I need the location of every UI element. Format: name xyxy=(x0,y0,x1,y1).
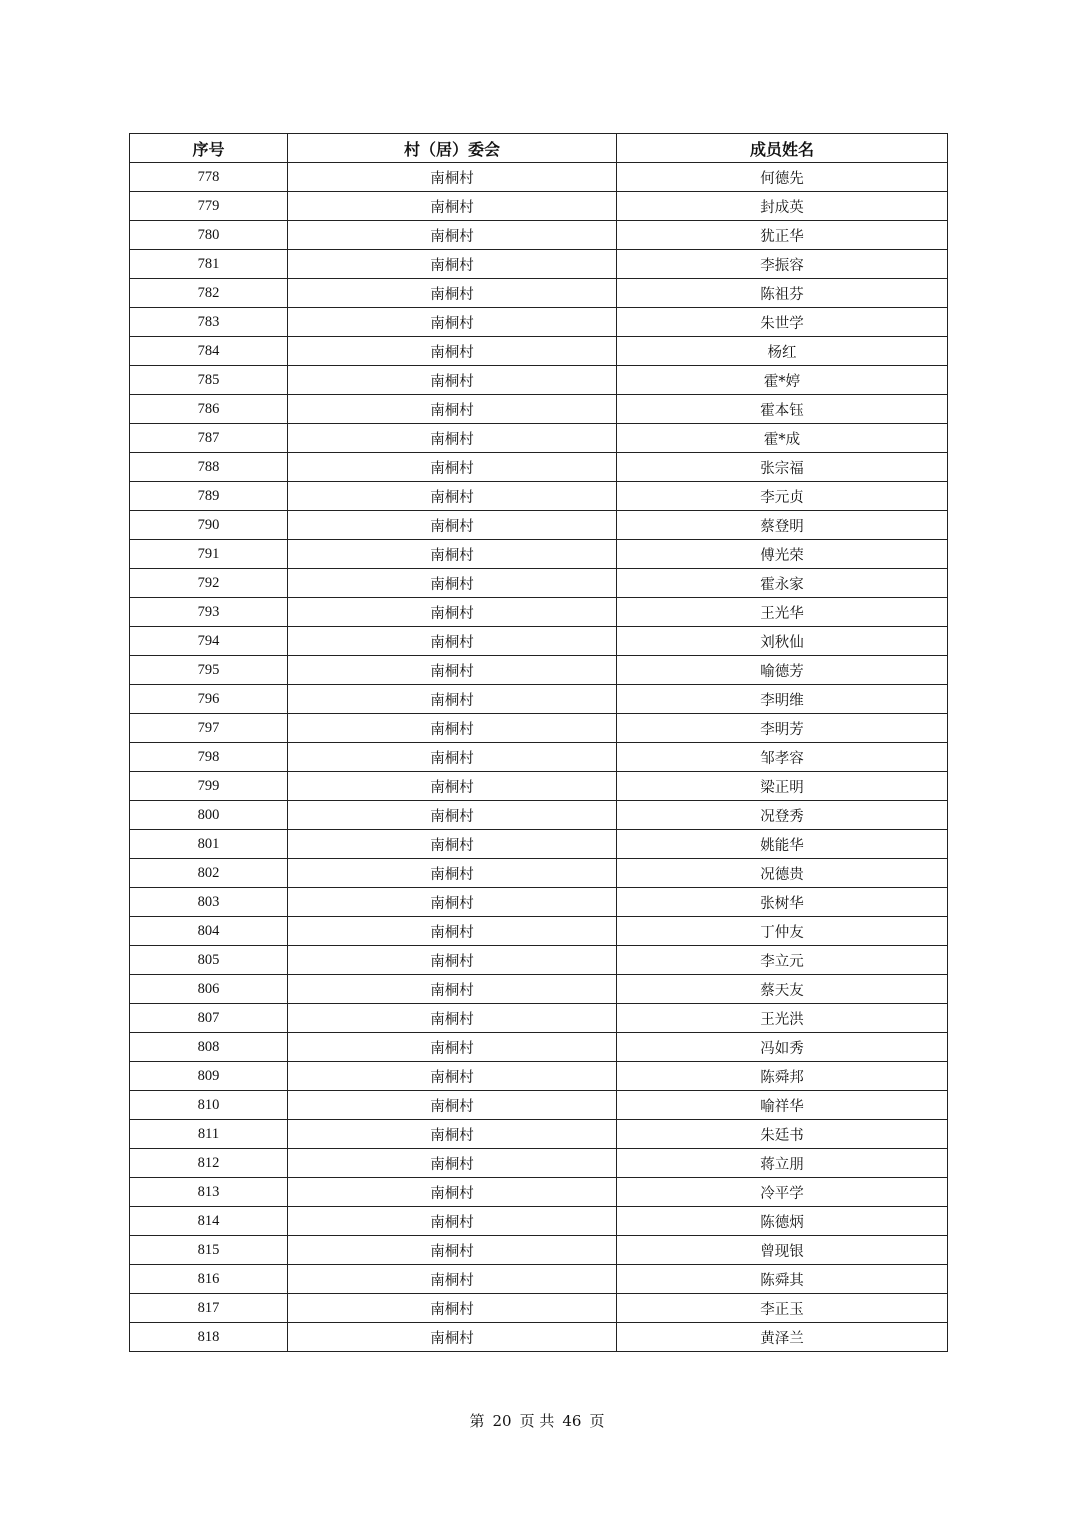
cell-serial-number: 817 xyxy=(130,1294,288,1323)
cell-member-name: 陈舜邦 xyxy=(617,1062,948,1091)
table-header-row xyxy=(130,134,948,163)
cell-serial-number: 786 xyxy=(130,395,288,424)
cell-member-name: 陈舜其 xyxy=(617,1265,948,1294)
table-row xyxy=(130,1323,948,1352)
cell-serial-number: 781 xyxy=(130,250,288,279)
cell-member-name: 陈德炳 xyxy=(617,1207,948,1236)
cell-village-committee: 南桐村 xyxy=(288,221,617,250)
cell-member-name: 王光洪 xyxy=(617,1004,948,1033)
table-row xyxy=(130,337,948,366)
cell-member-name: 犹正华 xyxy=(617,221,948,250)
cell-member-name: 梁正明 xyxy=(617,772,948,801)
cell-serial-number: 796 xyxy=(130,685,288,714)
cell-serial-number: 800 xyxy=(130,801,288,830)
cell-member-name: 丁仲友 xyxy=(617,917,948,946)
table-row xyxy=(130,685,948,714)
cell-village-committee: 南桐村 xyxy=(288,1294,617,1323)
cell-village-committee: 南桐村 xyxy=(288,1236,617,1265)
cell-serial-number: 784 xyxy=(130,337,288,366)
table-row xyxy=(130,540,948,569)
cell-serial-number: 812 xyxy=(130,1149,288,1178)
table-row xyxy=(130,1178,948,1207)
cell-village-committee: 南桐村 xyxy=(288,395,617,424)
cell-member-name: 杨红 xyxy=(617,337,948,366)
table-row xyxy=(130,830,948,859)
cell-village-committee: 南桐村 xyxy=(288,1207,617,1236)
cell-village-committee: 南桐村 xyxy=(288,1149,617,1178)
cell-member-name: 曾现银 xyxy=(617,1236,948,1265)
cell-village-committee: 南桐村 xyxy=(288,192,617,221)
cell-serial-number: 793 xyxy=(130,598,288,627)
cell-serial-number: 805 xyxy=(130,946,288,975)
cell-serial-number: 779 xyxy=(130,192,288,221)
cell-member-name: 李元贞 xyxy=(617,482,948,511)
cell-village-committee: 南桐村 xyxy=(288,250,617,279)
cell-serial-number: 799 xyxy=(130,772,288,801)
footer-mid: 页 共 xyxy=(519,1412,555,1430)
cell-member-name: 蒋立朋 xyxy=(617,1149,948,1178)
cell-member-name: 李明维 xyxy=(617,685,948,714)
cell-member-name: 陈祖芬 xyxy=(617,279,948,308)
cell-member-name: 蔡登明 xyxy=(617,511,948,540)
cell-serial-number: 783 xyxy=(130,308,288,337)
cell-village-committee: 南桐村 xyxy=(288,917,617,946)
cell-member-name: 朱世学 xyxy=(617,308,948,337)
table-row xyxy=(130,366,948,395)
table-row xyxy=(130,1207,948,1236)
cell-serial-number: 807 xyxy=(130,1004,288,1033)
cell-village-committee: 南桐村 xyxy=(288,337,617,366)
cell-serial-number: 818 xyxy=(130,1323,288,1352)
cell-member-name: 蔡天友 xyxy=(617,975,948,1004)
table-row xyxy=(130,714,948,743)
cell-village-committee: 南桐村 xyxy=(288,279,617,308)
cell-member-name: 张树华 xyxy=(617,888,948,917)
cell-village-committee: 南桐村 xyxy=(288,888,617,917)
cell-serial-number: 809 xyxy=(130,1062,288,1091)
cell-member-name: 李立元 xyxy=(617,946,948,975)
cell-serial-number: 792 xyxy=(130,569,288,598)
cell-village-committee: 南桐村 xyxy=(288,1178,617,1207)
cell-member-name: 喻德芳 xyxy=(617,656,948,685)
cell-member-name: 李明芳 xyxy=(617,714,948,743)
cell-village-committee: 南桐村 xyxy=(288,569,617,598)
table-row xyxy=(130,743,948,772)
cell-village-committee: 南桐村 xyxy=(288,830,617,859)
cell-village-committee: 南桐村 xyxy=(288,685,617,714)
table-row xyxy=(130,192,948,221)
cell-village-committee: 南桐村 xyxy=(288,946,617,975)
header-member-name: 成员姓名 xyxy=(617,134,948,163)
table-row xyxy=(130,163,948,192)
cell-serial-number: 803 xyxy=(130,888,288,917)
table-row xyxy=(130,975,948,1004)
cell-member-name: 况登秀 xyxy=(617,801,948,830)
table-row xyxy=(130,250,948,279)
table-row xyxy=(130,1149,948,1178)
cell-village-committee: 南桐村 xyxy=(288,859,617,888)
cell-member-name: 傅光荣 xyxy=(617,540,948,569)
page-footer xyxy=(0,1410,1074,1431)
cell-member-name: 冷平学 xyxy=(617,1178,948,1207)
cell-serial-number: 814 xyxy=(130,1207,288,1236)
table-row xyxy=(130,482,948,511)
cell-serial-number: 782 xyxy=(130,279,288,308)
cell-member-name: 冯如秀 xyxy=(617,1033,948,1062)
table-row xyxy=(130,598,948,627)
cell-member-name: 霍永家 xyxy=(617,569,948,598)
footer-prefix: 第 xyxy=(469,1412,485,1430)
cell-serial-number: 791 xyxy=(130,540,288,569)
cell-serial-number: 808 xyxy=(130,1033,288,1062)
header-village-committee: 村（居）委会 xyxy=(288,134,617,163)
cell-village-committee: 南桐村 xyxy=(288,453,617,482)
cell-village-committee: 南桐村 xyxy=(288,598,617,627)
table-row xyxy=(130,308,948,337)
cell-village-committee: 南桐村 xyxy=(288,714,617,743)
cell-member-name: 霍本钰 xyxy=(617,395,948,424)
cell-village-committee: 南桐村 xyxy=(288,1004,617,1033)
cell-member-name: 朱廷书 xyxy=(617,1120,948,1149)
table-row xyxy=(130,395,948,424)
cell-serial-number: 804 xyxy=(130,917,288,946)
table-row xyxy=(130,511,948,540)
cell-member-name: 霍*婷 xyxy=(617,366,948,395)
cell-member-name: 王光华 xyxy=(617,598,948,627)
footer-total-pages: 46 xyxy=(562,1412,582,1430)
cell-member-name: 何德先 xyxy=(617,163,948,192)
table-row xyxy=(130,279,948,308)
cell-village-committee: 南桐村 xyxy=(288,1091,617,1120)
table-row xyxy=(130,1062,948,1091)
cell-member-name: 封成英 xyxy=(617,192,948,221)
cell-village-committee: 南桐村 xyxy=(288,540,617,569)
table-row xyxy=(130,1294,948,1323)
cell-village-committee: 南桐村 xyxy=(288,308,617,337)
cell-member-name: 李振容 xyxy=(617,250,948,279)
table-row xyxy=(130,627,948,656)
cell-serial-number: 797 xyxy=(130,714,288,743)
table-row xyxy=(130,888,948,917)
table-row xyxy=(130,772,948,801)
table-row xyxy=(130,801,948,830)
cell-serial-number: 785 xyxy=(130,366,288,395)
cell-serial-number: 813 xyxy=(130,1178,288,1207)
cell-serial-number: 798 xyxy=(130,743,288,772)
footer-suffix: 页 xyxy=(589,1412,605,1430)
cell-member-name: 霍*成 xyxy=(617,424,948,453)
footer-page-number: 20 xyxy=(492,1412,512,1430)
member-table xyxy=(129,133,948,1352)
cell-serial-number: 801 xyxy=(130,830,288,859)
cell-serial-number: 787 xyxy=(130,424,288,453)
cell-serial-number: 788 xyxy=(130,453,288,482)
cell-serial-number: 815 xyxy=(130,1236,288,1265)
table-row xyxy=(130,424,948,453)
cell-serial-number: 811 xyxy=(130,1120,288,1149)
cell-village-committee: 南桐村 xyxy=(288,627,617,656)
cell-serial-number: 780 xyxy=(130,221,288,250)
table-row xyxy=(130,1236,948,1265)
cell-member-name: 况德贵 xyxy=(617,859,948,888)
table-body xyxy=(130,163,948,1352)
cell-village-committee: 南桐村 xyxy=(288,1033,617,1062)
table-row xyxy=(130,453,948,482)
cell-village-committee: 南桐村 xyxy=(288,1323,617,1352)
cell-serial-number: 816 xyxy=(130,1265,288,1294)
table-row xyxy=(130,1265,948,1294)
table-row xyxy=(130,1091,948,1120)
cell-member-name: 姚能华 xyxy=(617,830,948,859)
cell-village-committee: 南桐村 xyxy=(288,366,617,395)
cell-member-name: 刘秋仙 xyxy=(617,627,948,656)
table-row xyxy=(130,1120,948,1149)
cell-serial-number: 789 xyxy=(130,482,288,511)
cell-village-committee: 南桐村 xyxy=(288,656,617,685)
table-row xyxy=(130,859,948,888)
cell-serial-number: 778 xyxy=(130,163,288,192)
cell-serial-number: 802 xyxy=(130,859,288,888)
cell-member-name: 张宗福 xyxy=(617,453,948,482)
header-serial-number: 序号 xyxy=(130,134,288,163)
table-row xyxy=(130,221,948,250)
cell-member-name: 李正玉 xyxy=(617,1294,948,1323)
cell-village-committee: 南桐村 xyxy=(288,424,617,453)
table-row xyxy=(130,569,948,598)
table-row xyxy=(130,917,948,946)
table-row xyxy=(130,946,948,975)
cell-village-committee: 南桐村 xyxy=(288,1062,617,1091)
cell-member-name: 黄泽兰 xyxy=(617,1323,948,1352)
cell-village-committee: 南桐村 xyxy=(288,511,617,540)
cell-serial-number: 806 xyxy=(130,975,288,1004)
cell-village-committee: 南桐村 xyxy=(288,1120,617,1149)
cell-serial-number: 790 xyxy=(130,511,288,540)
cell-village-committee: 南桐村 xyxy=(288,482,617,511)
cell-village-committee: 南桐村 xyxy=(288,801,617,830)
cell-village-committee: 南桐村 xyxy=(288,163,617,192)
cell-village-committee: 南桐村 xyxy=(288,772,617,801)
table-row xyxy=(130,1004,948,1033)
cell-member-name: 邹孝容 xyxy=(617,743,948,772)
cell-member-name: 喻祥华 xyxy=(617,1091,948,1120)
table-row xyxy=(130,1033,948,1062)
cell-village-committee: 南桐村 xyxy=(288,1265,617,1294)
cell-serial-number: 810 xyxy=(130,1091,288,1120)
cell-serial-number: 794 xyxy=(130,627,288,656)
cell-serial-number: 795 xyxy=(130,656,288,685)
cell-village-committee: 南桐村 xyxy=(288,975,617,1004)
cell-village-committee: 南桐村 xyxy=(288,743,617,772)
table-row xyxy=(130,656,948,685)
